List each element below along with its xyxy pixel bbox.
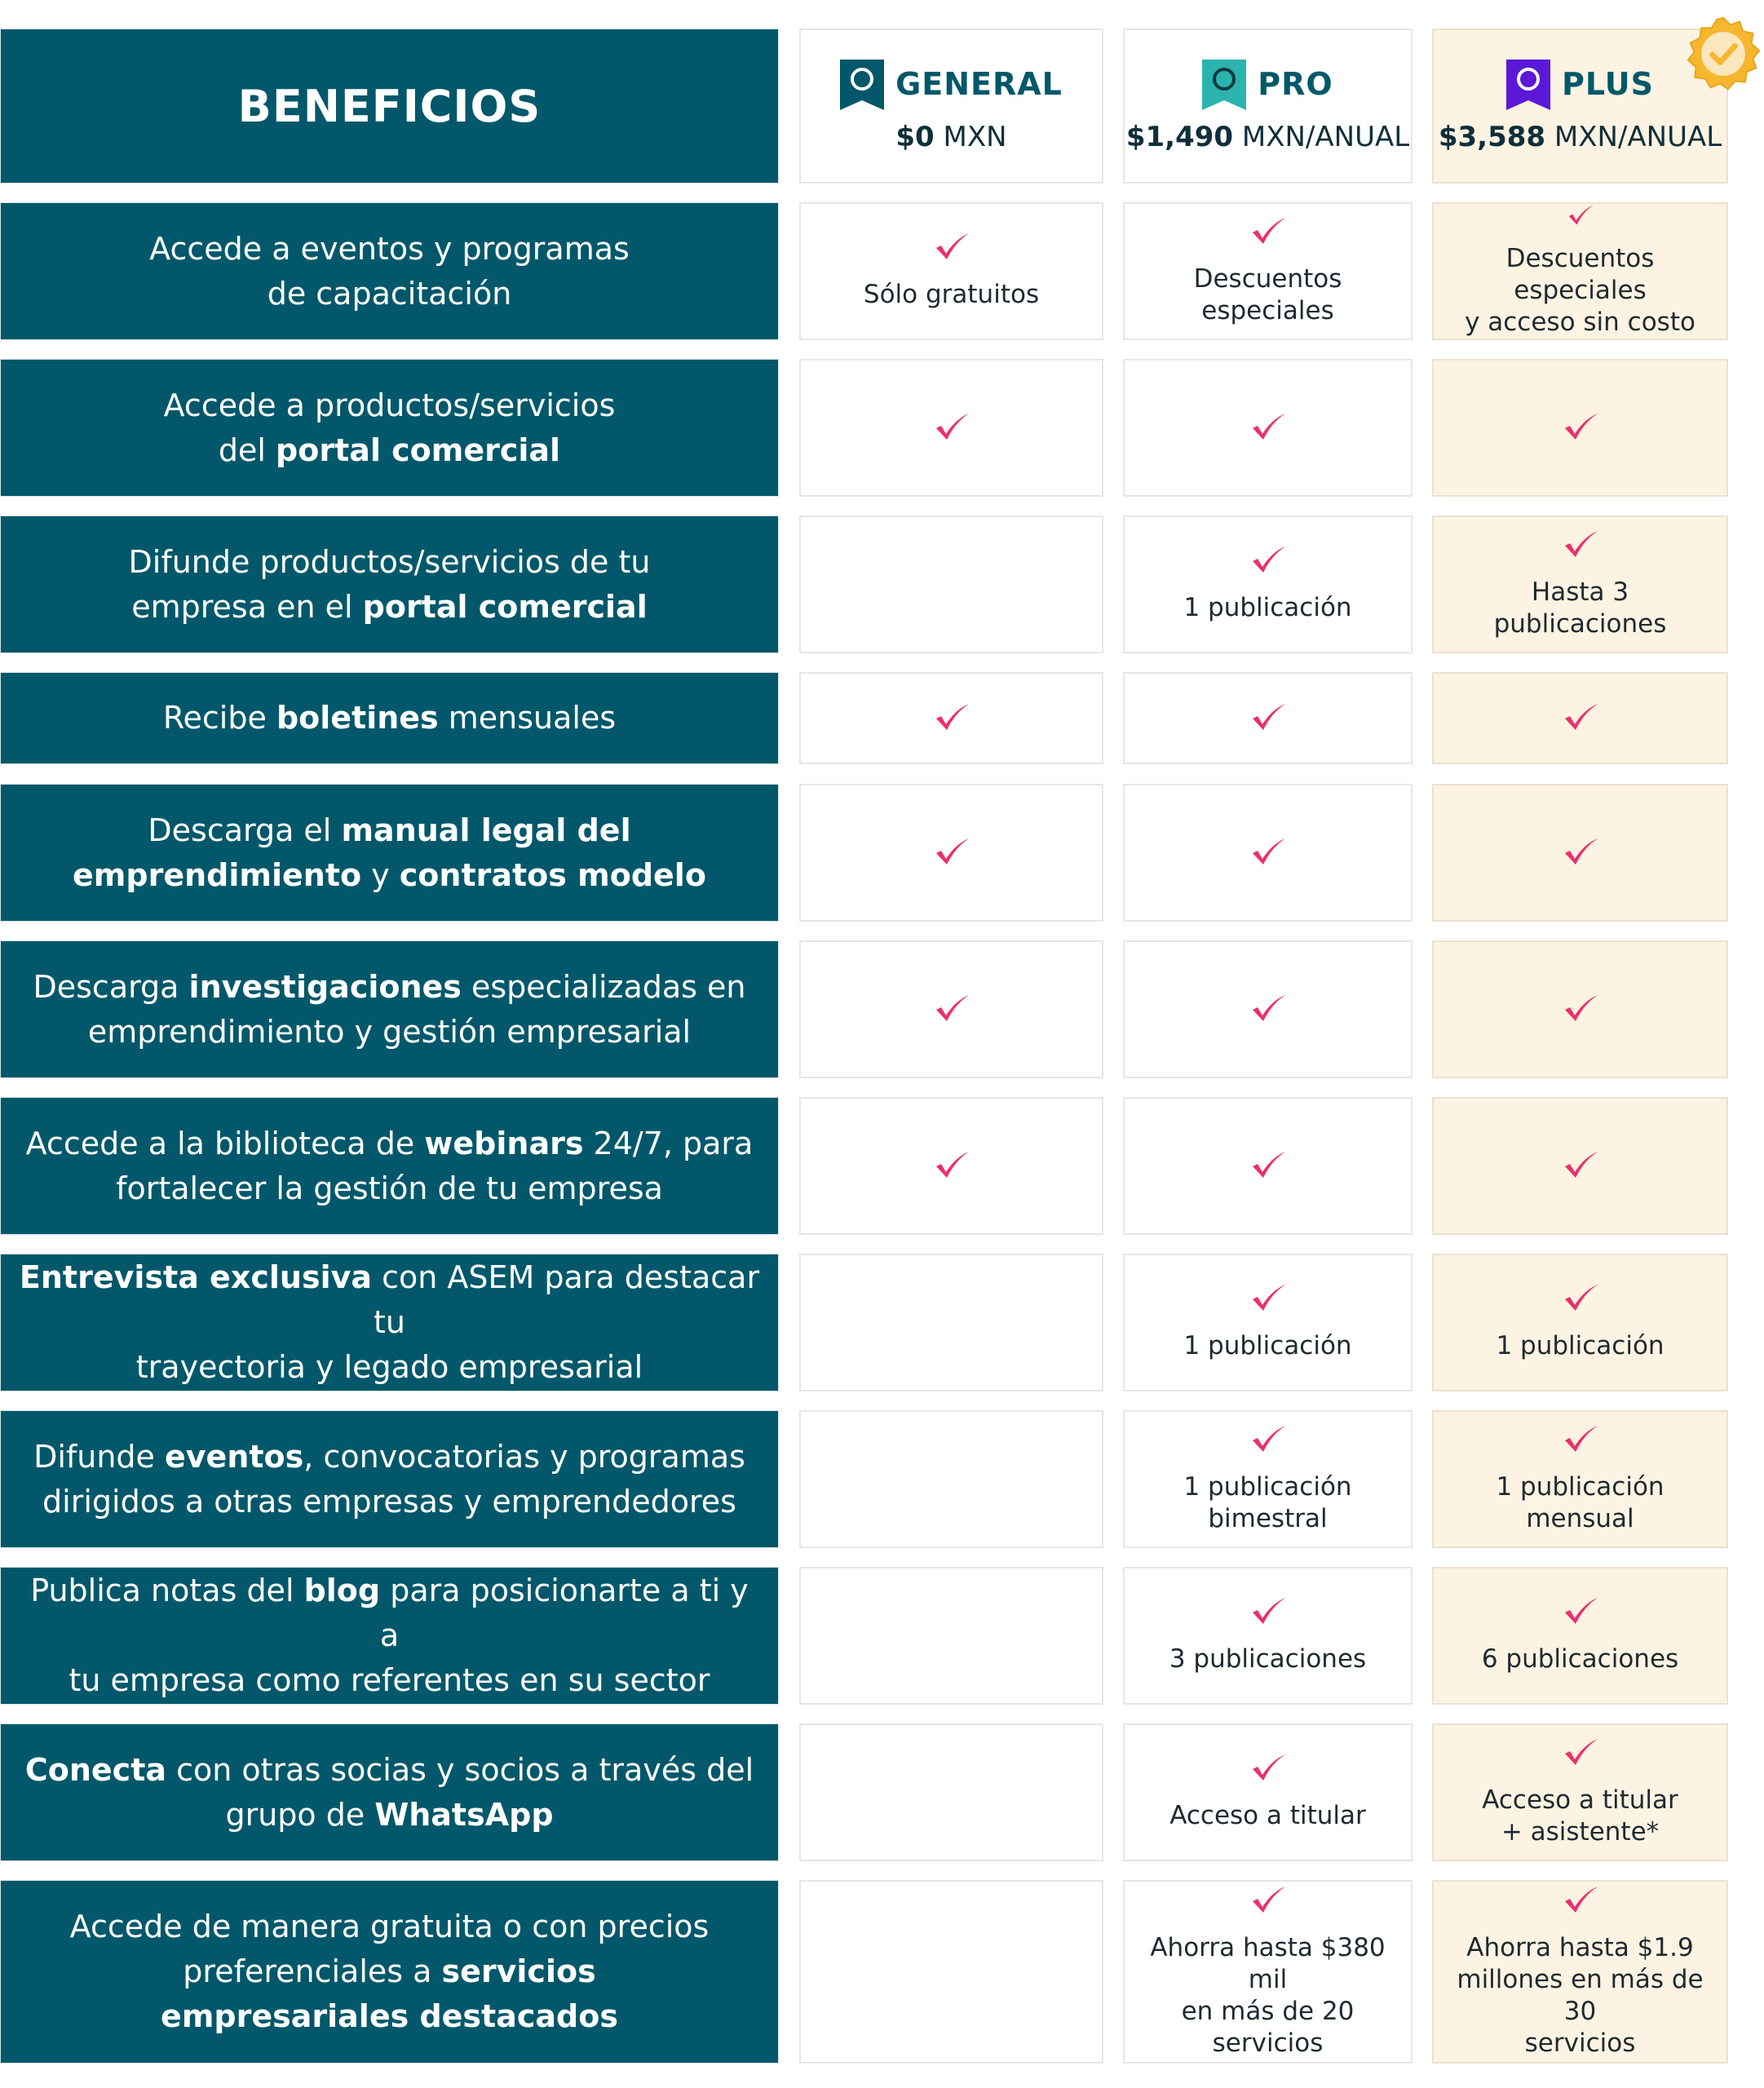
general-cell [799, 1723, 1103, 1861]
plus-cell: 1 publicación mensual [1432, 1410, 1728, 1548]
ribbon-badge-icon [1202, 60, 1246, 110]
general-cell [799, 1097, 1103, 1235]
benefit-row [0, 1097, 1764, 1235]
plan-general-header[interactable] [799, 29, 1103, 184]
general-cell [799, 672, 1103, 764]
benefit-label: Conecta con otras socias y socios a través del grupo de WhatsApp [0, 1723, 779, 1861]
seal-check-icon [1684, 15, 1762, 93]
check-icon [1249, 1596, 1287, 1629]
pro-cell [1123, 672, 1413, 764]
ribbon-badge-icon [840, 60, 884, 110]
pro-cell [1123, 784, 1413, 922]
check-icon [1562, 529, 1599, 562]
check-icon [1249, 837, 1287, 869]
benefit-label: Descarga el manual legal del emprendimiento y contratos modelo [0, 784, 779, 922]
check-icon [1249, 216, 1287, 249]
check-icon [1249, 1283, 1287, 1316]
check-icon [933, 232, 970, 264]
plus-cell: Descuentos especiales y acceso sin costo [1432, 202, 1728, 340]
general-cell [799, 1880, 1103, 2064]
benefit-label: Accede a eventos y programas de capacitación [0, 202, 779, 340]
check-icon [1562, 993, 1599, 1026]
benefit-label: Difunde productos/servicios de tu empresa en el portal comercial [0, 515, 779, 653]
benefit-row [0, 1880, 1764, 2064]
benefit-row [0, 515, 1764, 653]
benefit-label: Publica notas del blog para posicionarte a ti y a tu empresa como referentes en su sector [0, 1567, 779, 1705]
check-icon [933, 837, 970, 869]
general-cell [799, 940, 1103, 1078]
pro-cell: Ahorra hasta $380 mil en más de 20 servicios [1123, 1880, 1413, 2064]
plus-cell [1432, 359, 1728, 497]
benefit-label: Accede a productos/servicios del portal comercial [0, 359, 779, 497]
plus-cell: 1 publicación [1432, 1254, 1728, 1391]
benefits-title: BENEFICIOS [0, 29, 779, 184]
check-icon [1562, 412, 1599, 445]
plan-pro-price: $1,490 MXN/ANUAL [1125, 120, 1410, 153]
check-icon [1249, 412, 1287, 445]
plus-cell: Acceso a titular + asistente* [1432, 1723, 1728, 1861]
benefit-label: Descarga investigaciones especializadas en emprendimiento y gestión empresarial [0, 940, 779, 1078]
benefit-row [0, 784, 1764, 922]
check-icon [1249, 1424, 1287, 1457]
plus-cell: Ahorra hasta $1.9 millones en más de 30 servicios [1432, 1880, 1728, 2064]
check-icon [1249, 1753, 1287, 1785]
benefit-row [0, 1410, 1764, 1548]
plan-plus-price: $3,588 MXN/ANUAL [1438, 120, 1722, 153]
pro-cell: Acceso a titular [1123, 1723, 1413, 1861]
check-icon [1249, 993, 1287, 1026]
benefit-label: Recibe boletines mensuales [0, 672, 779, 764]
benefit-label: Difunde eventos, convocatorias y programas dirigidos a otras empresas y emprendedores [0, 1410, 779, 1548]
plus-cell: 6 publicaciones [1432, 1567, 1728, 1705]
plan-general-price: $0 MXN [895, 120, 1007, 153]
header-row [0, 29, 1764, 184]
ribbon-badge-icon [1506, 60, 1550, 110]
check-icon [1562, 1424, 1599, 1457]
check-icon [1562, 1283, 1599, 1316]
benefit-row [0, 1254, 1764, 1391]
check-icon [1562, 1885, 1599, 1918]
check-icon [1562, 702, 1599, 735]
check-icon [933, 993, 970, 1026]
plus-cell [1432, 940, 1728, 1078]
check-icon [1562, 1737, 1599, 1770]
check-icon [1249, 1150, 1287, 1183]
plus-cell [1432, 672, 1728, 764]
check-icon [1562, 1150, 1599, 1183]
benefit-label: Entrevista exclusiva con ASEM para destacar tu trayectoria y legado empresarial [0, 1254, 779, 1391]
benefit-label: Accede a la biblioteca de webinars 24/7, para fortalecer la gestión de tu empresa [0, 1097, 779, 1235]
benefit-row [0, 359, 1764, 497]
benefit-row [0, 940, 1764, 1078]
plan-plus-name: PLUS [1562, 66, 1654, 102]
check-icon [1562, 204, 1599, 228]
plan-general-name: GENERAL [895, 66, 1063, 102]
plus-cell [1432, 784, 1728, 922]
check-icon [933, 702, 970, 735]
plan-pro-name: PRO [1258, 66, 1333, 102]
pro-cell: 1 publicación [1123, 515, 1413, 653]
general-cell [799, 1567, 1103, 1705]
benefit-label: Accede de manera gratuita o con precios preferenciales a servicios empresariales destacados [0, 1880, 779, 2064]
pro-cell: 1 publicación [1123, 1254, 1413, 1391]
benefit-row [0, 672, 1764, 764]
benefit-row [0, 1723, 1764, 1861]
check-icon [1562, 837, 1599, 869]
pro-cell: 3 publicaciones [1123, 1567, 1413, 1705]
benefit-row [0, 202, 1764, 340]
plus-cell: Hasta 3 publicaciones [1432, 515, 1728, 653]
plan-pro-header[interactable] [1123, 29, 1413, 184]
pro-cell [1123, 940, 1413, 1078]
general-cell [799, 1254, 1103, 1391]
check-icon [933, 412, 970, 445]
plus-cell [1432, 1097, 1728, 1235]
general-cell [799, 784, 1103, 922]
general-cell [799, 359, 1103, 497]
check-icon [1249, 1885, 1287, 1918]
general-cell [799, 515, 1103, 653]
pro-cell: 1 publicación bimestral [1123, 1410, 1413, 1548]
pro-cell: Descuentos especiales [1123, 202, 1413, 340]
check-icon [1562, 1596, 1599, 1629]
general-cell [799, 1410, 1103, 1548]
pro-cell [1123, 1097, 1413, 1235]
check-icon [1249, 545, 1287, 577]
general-cell: Sólo gratuitos [799, 202, 1103, 340]
benefit-row [0, 1567, 1764, 1705]
check-icon [933, 1150, 970, 1183]
pro-cell [1123, 359, 1413, 497]
check-icon [1249, 702, 1287, 735]
